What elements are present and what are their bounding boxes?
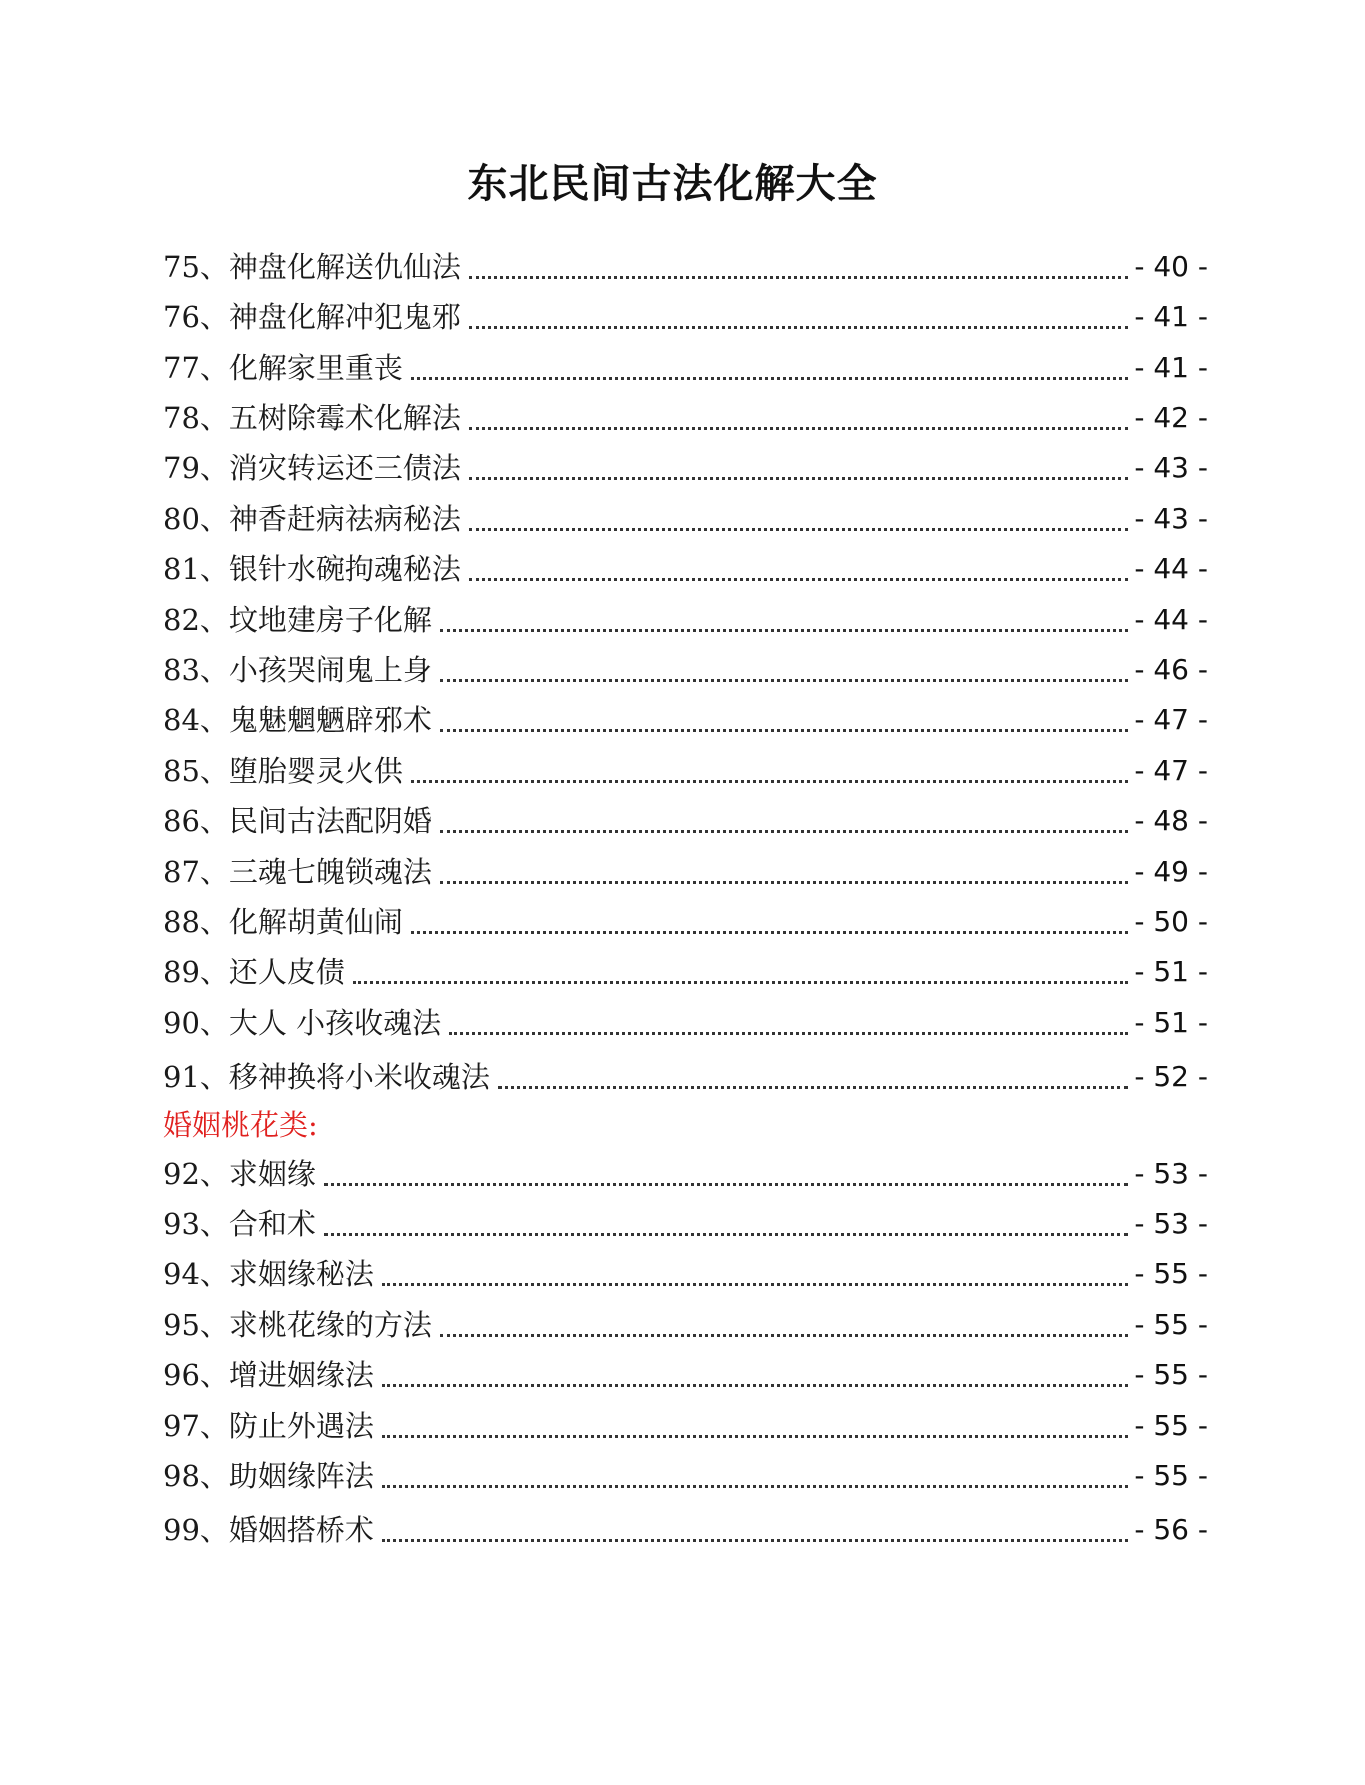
toc-entry-title: 93、合和术	[163, 1207, 316, 1241]
toc-entry[interactable]	[163, 547, 1208, 591]
toc-dot-leader	[382, 1454, 1128, 1498]
toc-page-number: - 55 -	[1134, 1257, 1208, 1290]
toc-section-heading	[163, 1103, 1208, 1147]
toc-page-number: - 51 -	[1134, 1006, 1208, 1039]
toc-entry-title: 78、五树除霉术化解法	[163, 401, 461, 435]
toc-page-number: - 41 -	[1134, 351, 1208, 384]
toc-entry-title: 95、求桃花缘的方法	[163, 1308, 432, 1342]
toc-page-number: - 50 -	[1134, 905, 1208, 938]
toc-page-number: - 47 -	[1134, 754, 1208, 787]
toc-page-number: - 55 -	[1134, 1459, 1208, 1492]
toc-entry[interactable]	[163, 1454, 1208, 1498]
toc-entry-title: 94、求姻缘秘法	[163, 1257, 374, 1291]
toc-dot-leader	[411, 900, 1128, 944]
toc-page-number: - 46 -	[1134, 653, 1208, 686]
toc-dot-leader	[449, 1001, 1128, 1045]
toc-entry[interactable]	[163, 1252, 1208, 1296]
toc-entry-title: 75、神盘化解送仇仙法	[163, 250, 461, 284]
toc-page-number: - 47 -	[1134, 703, 1208, 736]
toc-page-number: - 42 -	[1134, 401, 1208, 434]
toc-entry[interactable]	[163, 648, 1208, 692]
toc-entry[interactable]	[163, 497, 1208, 541]
toc-dot-leader	[440, 598, 1128, 642]
toc-entry-title: 99、婚姻搭桥术	[163, 1513, 374, 1547]
toc-dot-leader	[469, 547, 1128, 591]
toc-entry-title: 84、鬼魅魍魉辟邪术	[163, 703, 432, 737]
toc-page-number: - 52 -	[1134, 1060, 1208, 1093]
toc-page-number: - 48 -	[1134, 804, 1208, 837]
toc-page-number: - 53 -	[1134, 1207, 1208, 1240]
toc-entry[interactable]	[163, 295, 1208, 339]
toc-entry-title: 86、民间古法配阴婚	[163, 804, 432, 838]
toc-dot-leader	[382, 1404, 1128, 1448]
toc-dot-leader	[411, 346, 1128, 390]
toc-dot-leader	[469, 295, 1128, 339]
section-heading-text: 婚姻桃花类:	[163, 1108, 318, 1142]
toc-page-number: - 43 -	[1134, 502, 1208, 535]
toc-entry[interactable]	[163, 396, 1208, 440]
toc-page-number: - 55 -	[1134, 1358, 1208, 1391]
toc-page-number: - 51 -	[1134, 955, 1208, 988]
toc-entry[interactable]	[163, 950, 1208, 994]
toc-dot-leader	[440, 1303, 1128, 1347]
toc-entry-title: 87、三魂七魄锁魂法	[163, 855, 432, 889]
toc-dot-leader	[440, 850, 1128, 894]
toc-entry-title: 80、神香赶病祛病秘法	[163, 502, 461, 536]
toc-entry[interactable]	[163, 1202, 1208, 1246]
toc-entry-title: 97、防止外遇法	[163, 1409, 374, 1443]
toc-page-number: - 40 -	[1134, 250, 1208, 283]
toc-entry-title: 96、增进姻缘法	[163, 1358, 374, 1392]
toc-dot-leader	[353, 950, 1128, 994]
toc-entry[interactable]	[163, 1303, 1208, 1347]
toc-dot-leader	[440, 698, 1128, 742]
toc-entry[interactable]	[163, 598, 1208, 642]
toc-entry-title: 79、消灾转运还三债法	[163, 451, 461, 485]
toc-entry[interactable]	[163, 1152, 1208, 1196]
toc-page-number: - 56 -	[1134, 1513, 1208, 1546]
toc-entry-title: 83、小孩哭闹鬼上身	[163, 653, 432, 687]
toc-page-number: - 53 -	[1134, 1157, 1208, 1190]
toc-page-number: - 55 -	[1134, 1308, 1208, 1341]
toc-entry[interactable]	[163, 446, 1208, 490]
toc-entry-title: 89、还人皮债	[163, 955, 345, 989]
toc-entry-title: 77、化解家里重丧	[163, 351, 403, 385]
toc-entry-title: 90、大人 小孩收魂法	[163, 1006, 442, 1040]
toc-entry[interactable]	[163, 850, 1208, 894]
toc-entry-title: 91、移神换将小米收魂法	[163, 1060, 490, 1094]
toc-dot-leader	[382, 1353, 1128, 1397]
toc-entry[interactable]	[163, 1508, 1208, 1552]
toc-page-number: - 44 -	[1134, 603, 1208, 636]
toc-entry[interactable]	[163, 245, 1208, 289]
toc-entry[interactable]	[163, 799, 1208, 843]
toc-dot-leader	[440, 799, 1128, 843]
toc-entry-title: 92、求姻缘	[163, 1157, 316, 1191]
toc-dot-leader	[469, 497, 1128, 541]
toc-entry[interactable]	[163, 1001, 1208, 1045]
toc-entry-title: 76、神盘化解冲犯鬼邪	[163, 300, 461, 334]
toc-dot-leader	[382, 1508, 1128, 1552]
toc-page-number: - 44 -	[1134, 552, 1208, 585]
toc-page-number: - 41 -	[1134, 300, 1208, 333]
toc-dot-leader	[324, 1202, 1128, 1246]
toc-dot-leader	[411, 749, 1128, 793]
toc-entry-title: 85、堕胎婴灵火供	[163, 754, 403, 788]
toc-entry[interactable]	[163, 698, 1208, 742]
toc-dot-leader	[469, 446, 1128, 490]
toc-entry[interactable]	[163, 1404, 1208, 1448]
toc-entry[interactable]	[163, 1055, 1208, 1099]
toc-entry-title: 82、坟地建房子化解	[163, 603, 432, 637]
toc-entry-title: 81、银针水碗拘魂秘法	[163, 552, 461, 586]
toc-dot-leader	[469, 245, 1128, 289]
toc-page-number: - 49 -	[1134, 855, 1208, 888]
toc-dot-leader	[498, 1055, 1128, 1099]
toc-entry[interactable]	[163, 346, 1208, 390]
toc-entry[interactable]	[163, 749, 1208, 793]
page-title: 东北民间古法化解大全	[467, 161, 878, 207]
toc-entry-title: 88、化解胡黄仙闹	[163, 905, 403, 939]
toc-dot-leader	[440, 648, 1128, 692]
toc-page-number: - 43 -	[1134, 451, 1208, 484]
toc-entry-title: 98、助姻缘阵法	[163, 1459, 374, 1493]
toc-page-number: - 55 -	[1134, 1409, 1208, 1442]
toc-dot-leader	[324, 1152, 1128, 1196]
toc-entry[interactable]	[163, 900, 1208, 944]
toc-dot-leader	[382, 1252, 1128, 1296]
toc-entry[interactable]	[163, 1353, 1208, 1397]
toc-dot-leader	[469, 396, 1128, 440]
